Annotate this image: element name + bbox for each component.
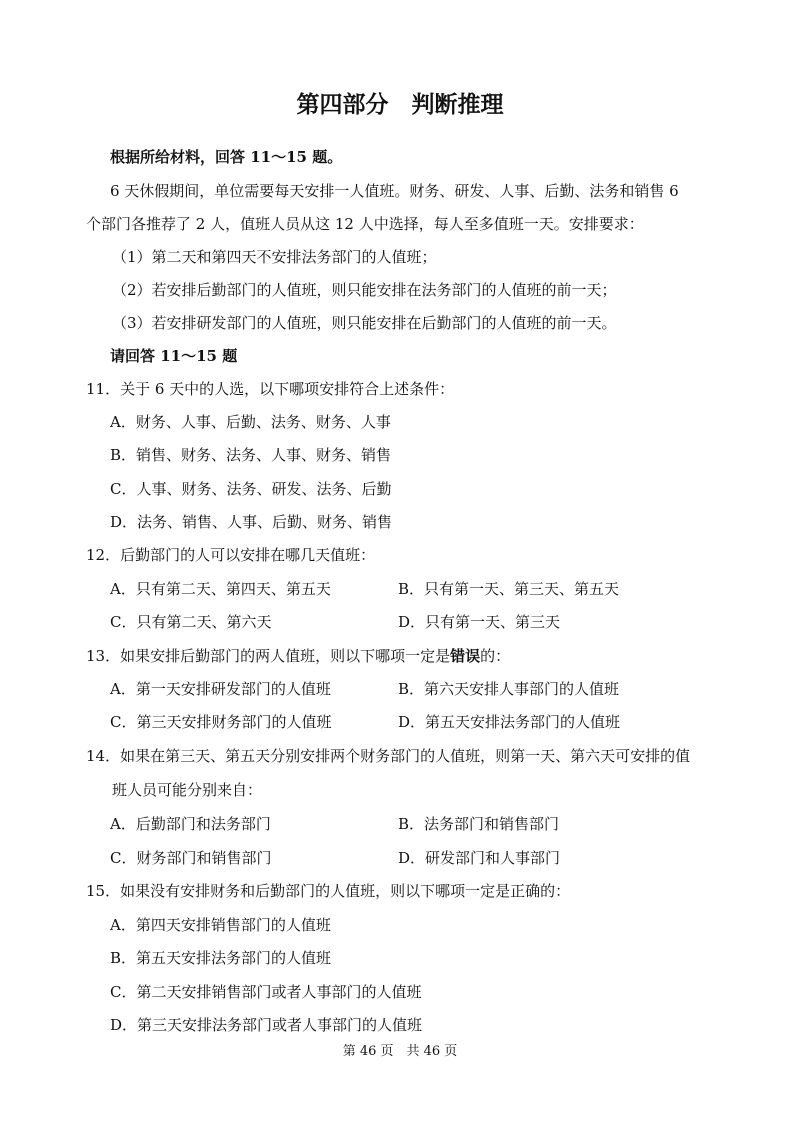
q12-option-c: C．只有第二天、第六天	[110, 613, 272, 631]
question-15-stem: 15．如果没有安排财务和后勤部门的人值班，则以下哪项一定是正确的：	[86, 882, 571, 900]
q11-option-b: B．销售、财务、法务、人事、财务、销售	[110, 446, 392, 464]
question-11-stem: 11．关于 6 天中的人选，以下哪项安排符合上述条件：	[86, 380, 455, 398]
q13-option-c: C．第三天安排财务部门的人值班	[110, 713, 332, 731]
question-12-stem: 12．后勤部门的人可以安排在哪几天值班：	[86, 546, 376, 564]
q11-option-d: D．法务、销售、人事、后勤、财务、销售	[110, 513, 393, 531]
q14-option-c: C．财务部门和销售部门	[110, 849, 272, 867]
q15-option-b: B．第五天安排法务部门的人值班	[110, 949, 332, 967]
material-line-1: 6 天休假期间，单位需要每天安排一人值班。财务、研发、人事、后勤、法务和销售 6	[110, 182, 679, 200]
rule-3: （3）若安排研发部门的人值班，则只能安排在后勤部门的人值班的前一天。	[112, 314, 617, 332]
rule-1: （1）第二天和第四天不安排法务部门的人值班；	[112, 248, 437, 266]
question-14-stem-line-2: 班人员可能分别来自：	[112, 781, 263, 799]
instruction: 根据所给材料，回答 11～15 题。	[110, 148, 343, 166]
q13-stem-emphasis: 错误	[450, 647, 481, 665]
q15-option-d: D．第三天安排法务部门或者人事部门的人值班	[110, 1016, 423, 1034]
q13-stem-pre: 13．如果安排后勤部门的两人值班，则以下哪项一定是	[86, 647, 451, 665]
q14-option-a: A．后勤部门和法务部门	[110, 815, 271, 833]
page-footer: 第 46 页 共 46 页	[342, 1044, 458, 1059]
q11-option-c: C．人事、财务、法务、研发、法务、后勤	[110, 480, 392, 498]
material-line-2: 个部门各推荐了 2 人，值班人员从这 12 人中选择，每人至多值班一天。安排要求：	[86, 215, 644, 233]
q11-option-a: A．财务、人事、后勤、法务、财务、人事	[110, 413, 391, 431]
q13-option-b: B．第六天安排人事部门的人值班	[398, 680, 620, 698]
question-14-stem-line-1: 14．如果在第三天、第五天分别安排两个财务部门的人值班，则第一天、第六天可安排的值	[86, 747, 691, 765]
q12-option-a: A．只有第二天、第四天、第五天	[110, 580, 331, 598]
page-title: 第四部分 判断推理	[296, 92, 504, 118]
q14-option-d: D．研发部门和人事部门	[398, 849, 561, 867]
q13-option-a: A．第一天安排研发部门的人值班	[110, 680, 331, 698]
q15-option-a: A．第四天安排销售部门的人值班	[110, 916, 331, 934]
q13-option-d: D．第五天安排法务部门的人值班	[398, 713, 621, 731]
subheading: 请回答 11～15 题	[110, 347, 238, 365]
rule-2: （2）若安排后勤部门的人值班，则只能安排在法务部门的人值班的前一天；	[112, 281, 617, 299]
q12-option-d: D．只有第一天、第三天	[398, 613, 561, 631]
q12-option-b: B．只有第一天、第三天、第五天	[398, 580, 620, 598]
question-13-stem	[86, 645, 510, 667]
q15-option-c: C．第二天安排销售部门或者人事部门的人值班	[110, 983, 422, 1001]
q13-stem-post: 的：	[480, 647, 511, 665]
q14-option-b: B．法务部门和销售部门	[398, 815, 560, 833]
